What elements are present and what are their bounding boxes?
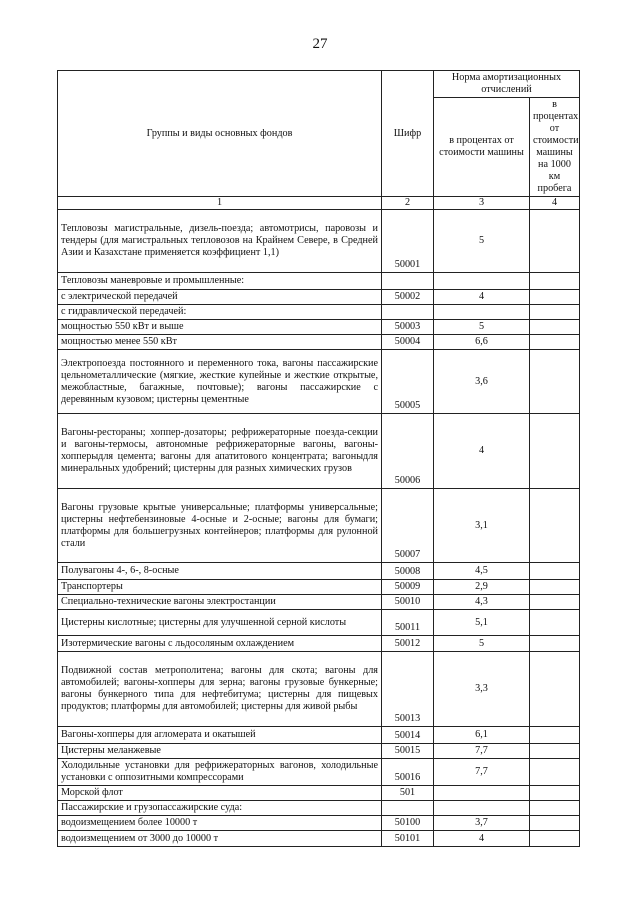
column-number: 4 — [530, 197, 580, 210]
row-rate-per-1000km — [530, 580, 580, 595]
row-rate-per-1000km — [530, 335, 580, 350]
row-code: 50006 — [382, 414, 434, 489]
row-rate-per-1000km — [530, 414, 580, 489]
row-code: 50013 — [382, 652, 434, 727]
row-code: 50014 — [382, 727, 434, 744]
row-code — [382, 273, 434, 290]
row-rate-per-1000km — [530, 816, 580, 831]
row-rate-per-1000km — [530, 652, 580, 727]
row-description: Морской флот — [58, 786, 382, 801]
row-rate-per-1000km — [530, 350, 580, 414]
row-rate-per-1000km — [530, 210, 580, 273]
row-code — [382, 801, 434, 816]
header-percent-per-1000km: в процентах от стоимости машины на 1000 км пробега — [530, 98, 580, 197]
row-description: Вагоны-рестораны; хоппер-дозаторы; рефрижераторные поезда-секции и вагоны-термосы, автономные рефрижераторные вагоны, вагоны-хопперыдля цемента; вагоны для апатитового концентрата; вагоныдля минеральных удобрений; цистерны для разных химических грузов — [58, 414, 382, 489]
row-rate: 4 — [434, 414, 530, 489]
row-code: 50003 — [382, 320, 434, 335]
row-rate-per-1000km — [530, 831, 580, 847]
row-description: Изотермические вагоны с льдосоляным охлаждением — [58, 636, 382, 652]
column-number-row — [58, 197, 580, 210]
row-rate-per-1000km — [530, 759, 580, 786]
table-row — [58, 320, 580, 335]
table-row — [58, 563, 580, 580]
table-row — [58, 727, 580, 744]
row-description: Вагоны-хопперы для агломерата и окатышей — [58, 727, 382, 744]
row-code: 50009 — [382, 580, 434, 595]
column-number: 2 — [382, 197, 434, 210]
row-rate: 5 — [434, 320, 530, 335]
row-rate-per-1000km — [530, 636, 580, 652]
row-rate-per-1000km — [530, 273, 580, 290]
row-description: Специально-технические вагоны электростанции — [58, 595, 382, 610]
row-description: Полувагоны 4-, 6-, 8-осные — [58, 563, 382, 580]
row-rate: 3,7 — [434, 816, 530, 831]
row-description: Электропоезда постоянного и переменного тока, вагоны пассажирские цельнометаллические (мягкие, жесткие купейные и жесткие открытые, межобластные, багажные, почтовые); вагоны пассажирские с деревянным кузовом; цистерны цементные — [58, 350, 382, 414]
row-rate: 4 — [434, 831, 530, 847]
table-row — [58, 414, 580, 489]
row-description: Вагоны грузовые крытые универсальные; платформы универсальные; цистерны нефтебензиновые 4-осные и 2-осные; вагоны для бумаги; платформы для большегрузных контейнеров; платформы для рулонной стали — [58, 489, 382, 563]
table-row — [58, 580, 580, 595]
row-code: 50004 — [382, 335, 434, 350]
table-row — [58, 210, 580, 273]
row-code: 50010 — [382, 595, 434, 610]
row-rate — [434, 801, 530, 816]
row-description: Тепловозы магистральные, дизель-поезда; автомотрисы, паровозы и тендеры (для магистральных тепловозов на Крайнем Севере, в Средней Азии и Казахстане применяется коэффициент 1,1) — [58, 210, 382, 273]
row-code: 50001 — [382, 210, 434, 273]
header-code: Шифр — [382, 71, 434, 197]
row-rate: 3,3 — [434, 652, 530, 727]
row-rate-per-1000km — [530, 801, 580, 816]
row-rate-per-1000km — [530, 744, 580, 759]
row-rate: 5 — [434, 636, 530, 652]
row-code: 50101 — [382, 831, 434, 847]
row-rate: 3,1 — [434, 489, 530, 563]
row-code: 50007 — [382, 489, 434, 563]
row-rate — [434, 786, 530, 801]
table-row — [58, 786, 580, 801]
row-rate — [434, 305, 530, 320]
table-row — [58, 350, 580, 414]
row-rate: 5 — [434, 210, 530, 273]
table-row — [58, 744, 580, 759]
row-rate: 7,7 — [434, 759, 530, 786]
table-row — [58, 290, 580, 305]
row-rate-per-1000km — [530, 305, 580, 320]
row-code: 50015 — [382, 744, 434, 759]
table-row — [58, 759, 580, 786]
row-rate-per-1000km — [530, 563, 580, 580]
row-rate-per-1000km — [530, 290, 580, 305]
row-rate: 4,3 — [434, 595, 530, 610]
row-rate-per-1000km — [530, 595, 580, 610]
header-norm: Норма амортизационных отчислений — [434, 71, 580, 98]
row-description: водоизмещением более 10000 т — [58, 816, 382, 831]
row-rate-per-1000km — [530, 489, 580, 563]
row-rate: 2,9 — [434, 580, 530, 595]
table-row — [58, 273, 580, 290]
row-rate: 6,1 — [434, 727, 530, 744]
row-rate — [434, 273, 530, 290]
row-description: Холодильные установки для рефрижераторных вагонов, холодильные установки с оппозитными компрессорами — [58, 759, 382, 786]
row-code: 50002 — [382, 290, 434, 305]
table-row — [58, 831, 580, 847]
table-row — [58, 335, 580, 350]
row-description: с электрической передачей — [58, 290, 382, 305]
row-rate: 5,1 — [434, 610, 530, 636]
row-rate: 3,6 — [434, 350, 530, 414]
table-row — [58, 595, 580, 610]
header-groups: Группы и виды основных фондов — [58, 71, 382, 197]
row-code: 50005 — [382, 350, 434, 414]
table-row — [58, 801, 580, 816]
row-description: Тепловозы маневровые и промышленные: — [58, 273, 382, 290]
table-row — [58, 652, 580, 727]
table-row — [58, 816, 580, 831]
row-code: 50008 — [382, 563, 434, 580]
column-number: 3 — [434, 197, 530, 210]
table-body — [58, 210, 580, 847]
table-row — [58, 489, 580, 563]
row-rate-per-1000km — [530, 610, 580, 636]
row-description: мощностью 550 кВт и выше — [58, 320, 382, 335]
row-rate-per-1000km — [530, 786, 580, 801]
column-number: 1 — [58, 197, 382, 210]
table-row — [58, 636, 580, 652]
row-description: Подвижной состав метрополитена; вагоны для скота; вагоны для автомобилей; вагоны-хопперы для зерна; вагоны грузовые бункерные; вагоны бункерного типа для нефтебитума; цистерны для пищевых продуктов; платформы для автомобилей; цистерны для живой рыбы — [58, 652, 382, 727]
row-description: с гидравлической передачей: — [58, 305, 382, 320]
row-code: 50100 — [382, 816, 434, 831]
header-percent-cost: в процентах от стоимости машины — [434, 98, 530, 197]
depreciation-table — [57, 70, 580, 847]
row-rate: 4,5 — [434, 563, 530, 580]
row-description: Цистерны кислотные; цистерны для улучшенной серной кислоты — [58, 610, 382, 636]
row-rate: 7,7 — [434, 744, 530, 759]
page-number: 27 — [312, 36, 328, 52]
row-description: Транспортеры — [58, 580, 382, 595]
row-code: 50011 — [382, 610, 434, 636]
row-code: 50012 — [382, 636, 434, 652]
row-code: 501 — [382, 786, 434, 801]
row-rate-per-1000km — [530, 727, 580, 744]
row-code: 50016 — [382, 759, 434, 786]
row-description: водоизмещением от 3000 до 10000 т — [58, 831, 382, 847]
table-row — [58, 610, 580, 636]
row-description: мощностью менее 550 кВт — [58, 335, 382, 350]
row-rate: 4 — [434, 290, 530, 305]
table-row — [58, 305, 580, 320]
row-code — [382, 305, 434, 320]
row-description: Пассажирские и грузопассажирские суда: — [58, 801, 382, 816]
row-rate-per-1000km — [530, 320, 580, 335]
row-rate: 6,6 — [434, 335, 530, 350]
row-description: Цистерны меланжевые — [58, 744, 382, 759]
